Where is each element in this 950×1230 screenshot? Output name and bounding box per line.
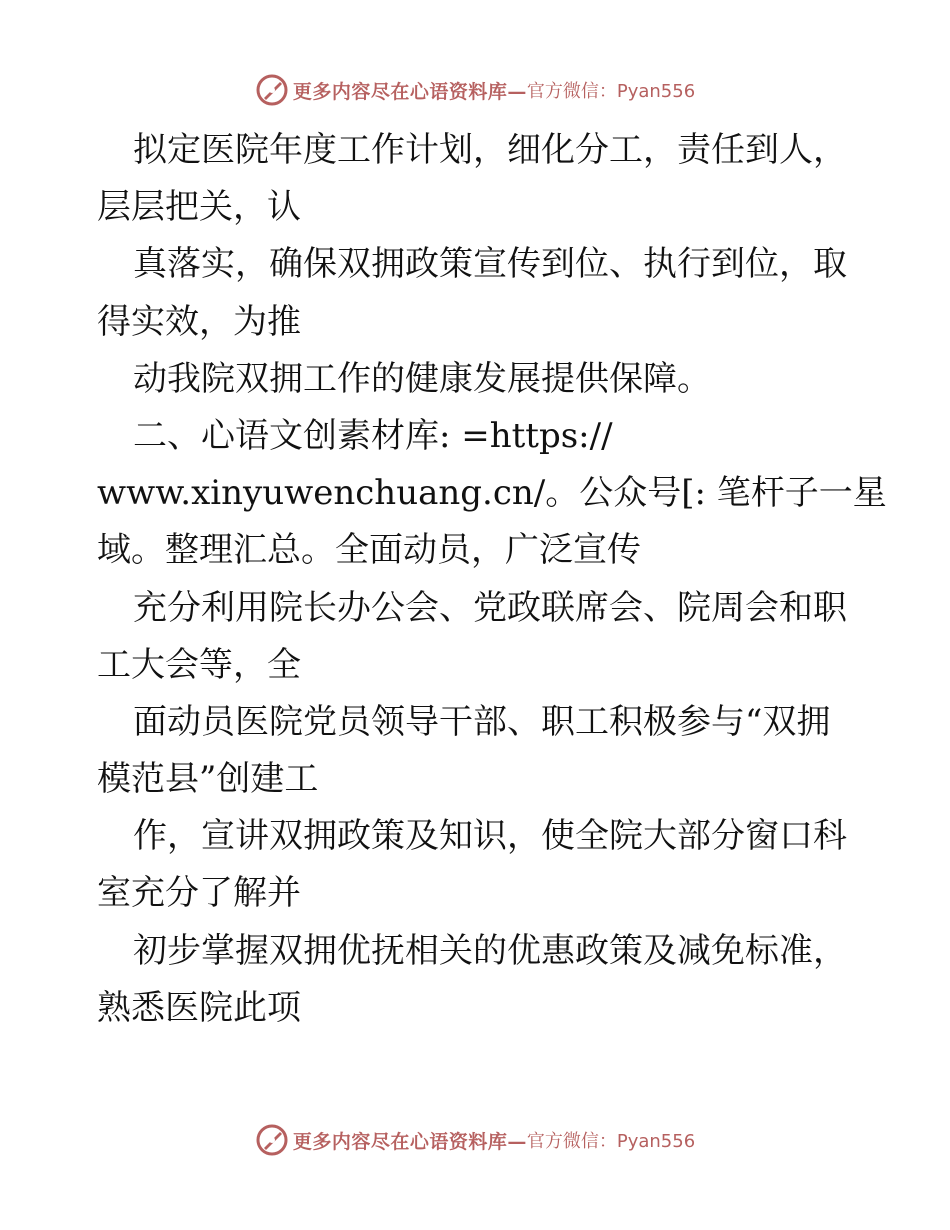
banner-wechat-text: 官方微信：Pyan556 (526, 81, 696, 102)
quill-logo-icon (255, 1123, 289, 1157)
banner-main-text: 更多内容尽在心语资料库— (292, 1130, 527, 1153)
text-line: 层层把关，认 (97, 187, 301, 228)
text-line: 二、心语文创素材库: =https:// (133, 415, 613, 456)
text-line: 动我院双拥工作的健康发展提供保障。 (133, 358, 711, 399)
banner-wechat-text: 官方微信：Pyan556 (526, 1131, 696, 1152)
text-line: 域。整理汇总。全面动员，广泛宣传 (97, 530, 641, 571)
footer-watermark-banner (0, 1120, 950, 1160)
banner-main-text: 更多内容尽在心语资料库— (292, 80, 527, 103)
text-line: 室充分了解并 (97, 873, 301, 914)
text-line: 作，宣讲双拥政策及知识，使全院大部分窗口科 (133, 816, 847, 857)
text-line: www.xinyuwenchuang.cn/。公众号[: 笔杆子一星 (97, 473, 887, 514)
header-watermark-banner (0, 70, 950, 110)
text-line: 充分利用院长办公会、党政联席会、院周会和职 (133, 587, 847, 628)
text-line: 初步掌握双拥优抚相关的优惠政策及减免标准， (133, 930, 847, 971)
quill-logo-icon (255, 73, 289, 107)
text-line: 工大会等，全 (97, 644, 301, 685)
text-line: 真落实，确保双拥政策宣传到位、执行到位，取 (133, 244, 847, 285)
text-line: 拟定医院年度工作计划，细化分工，责任到人， (133, 130, 847, 170)
text-line: 模范县”创建工 (97, 759, 319, 800)
text-line: 面动员医院党员领导干部、职工积极参与“双拥 (133, 701, 831, 742)
document-body (97, 122, 887, 1037)
text-line: 熟悉医院此项 (97, 987, 301, 1028)
text-line: 得实效，为推 (97, 301, 301, 342)
